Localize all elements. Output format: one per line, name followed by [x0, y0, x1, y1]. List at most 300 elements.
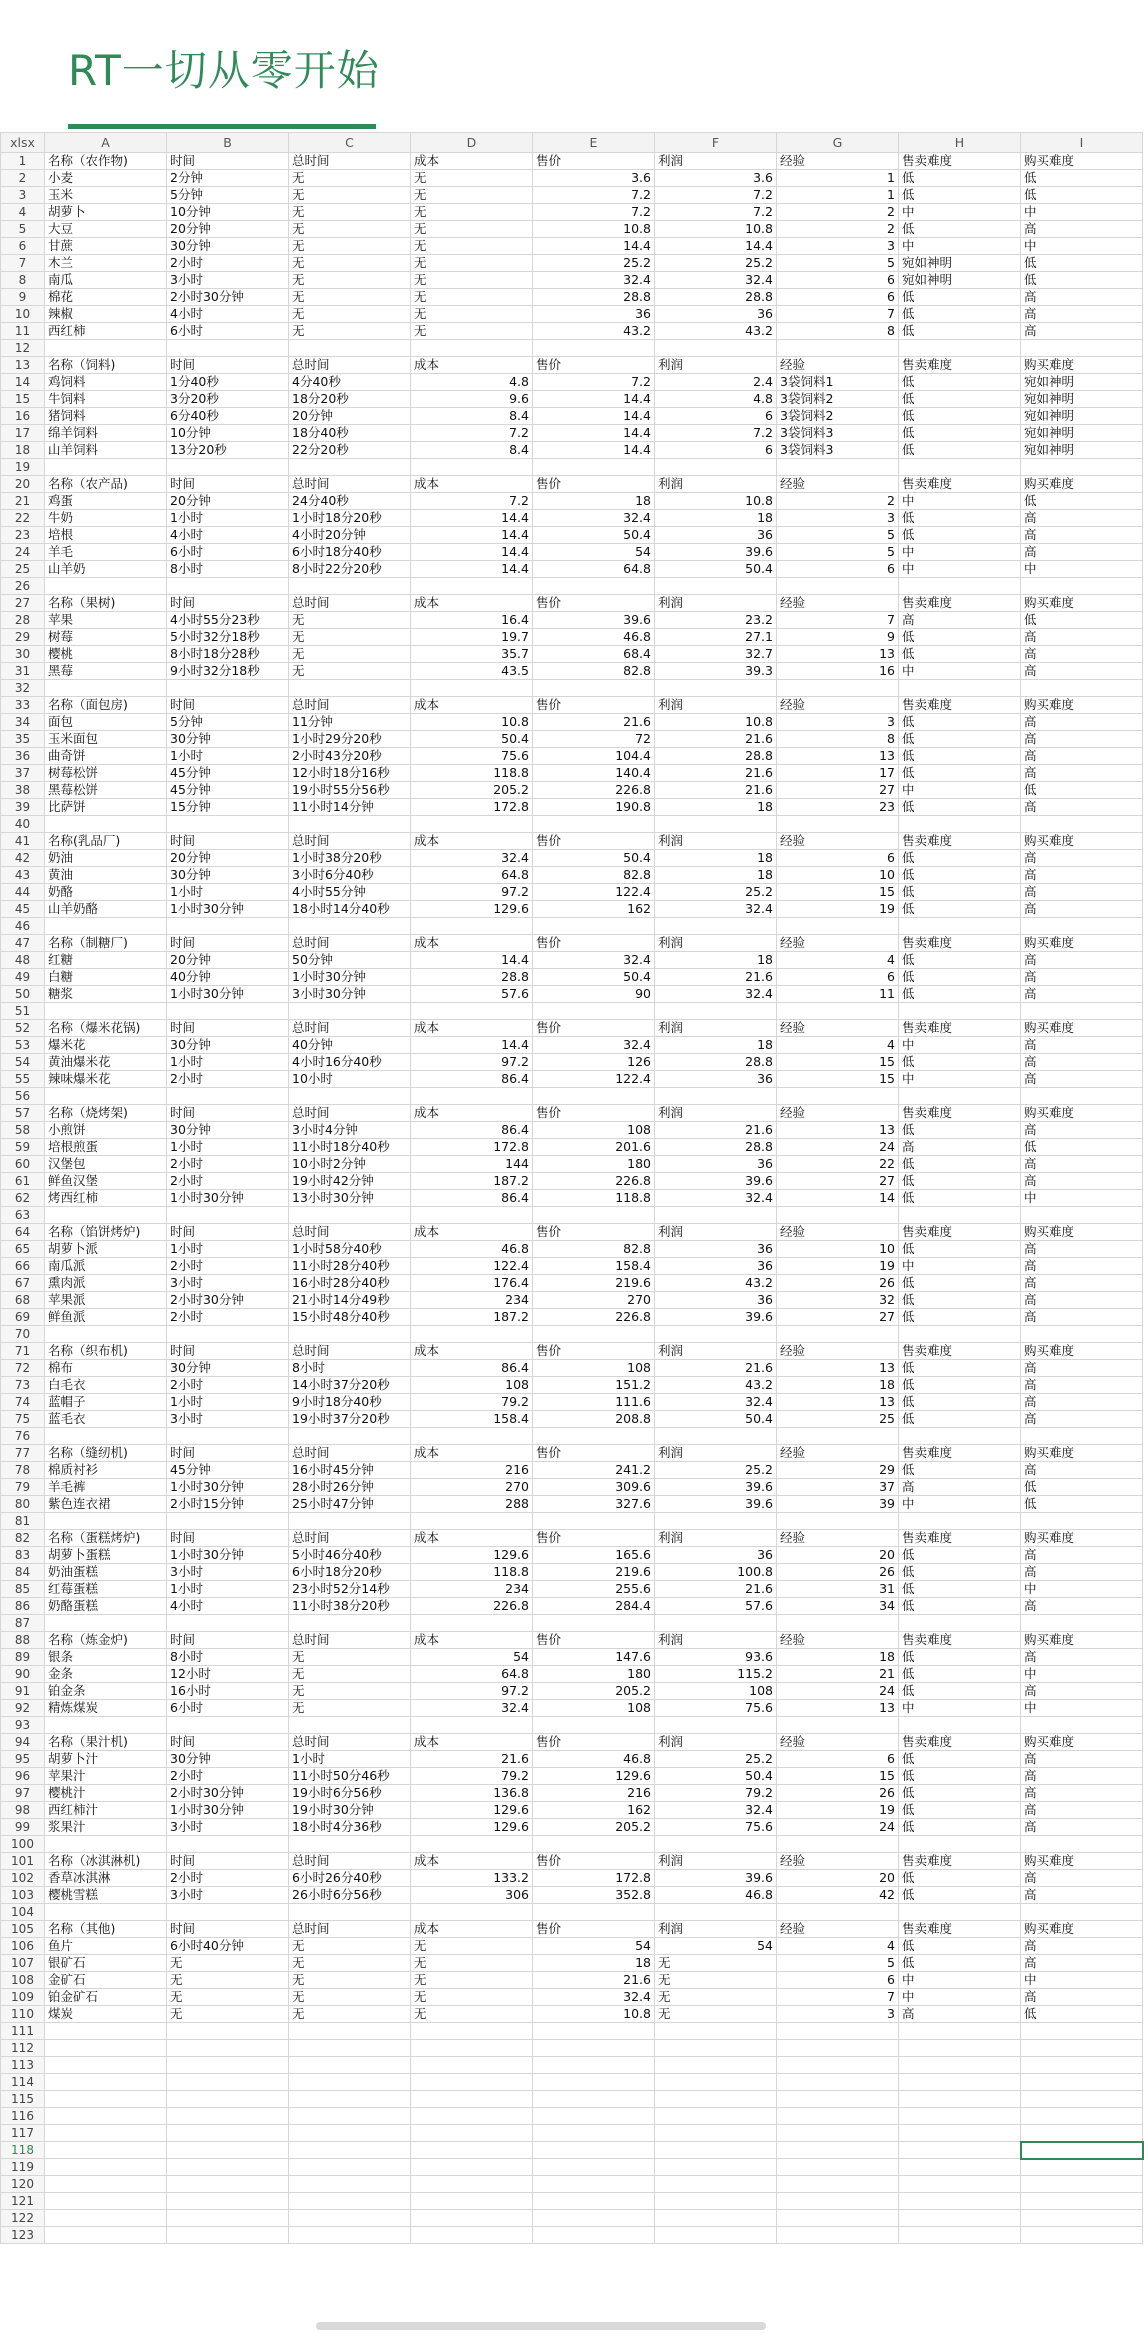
cell[interactable]: 14.4	[533, 408, 655, 425]
cell[interactable]: 时间	[167, 833, 289, 850]
cell[interactable]: 时间	[167, 697, 289, 714]
cell[interactable]	[533, 1428, 655, 1445]
cell[interactable]: 4.8	[655, 391, 777, 408]
cell[interactable]	[167, 2040, 289, 2057]
cell[interactable]: 21.6	[655, 1581, 777, 1598]
cell[interactable]: 无	[411, 306, 533, 323]
row-number[interactable]: 41	[1, 833, 45, 850]
cell[interactable]	[167, 1513, 289, 1530]
cell[interactable]: 经验	[777, 935, 899, 952]
row-number[interactable]: 65	[1, 1241, 45, 1258]
cell[interactable]: 79.2	[411, 1768, 533, 1785]
cell[interactable]: 97.2	[411, 1683, 533, 1700]
row-number[interactable]: 19	[1, 459, 45, 476]
row-number[interactable]: 31	[1, 663, 45, 680]
cell[interactable]	[1021, 2023, 1143, 2040]
cell[interactable]	[289, 2159, 411, 2176]
cell[interactable]: 低	[899, 1564, 1021, 1581]
cell[interactable]: 6小时26分40秒	[289, 1870, 411, 1887]
cell[interactable]: 29	[777, 1462, 899, 1479]
cell[interactable]: 时间	[167, 595, 289, 612]
cell[interactable]	[777, 2210, 899, 2227]
cell[interactable]: 20	[777, 1547, 899, 1564]
cell[interactable]	[45, 680, 167, 697]
row-number[interactable]: 113	[1, 2057, 45, 2074]
cell[interactable]: 37	[777, 1479, 899, 1496]
row-number[interactable]: 86	[1, 1598, 45, 1615]
cell[interactable]: 高	[1021, 1037, 1143, 1054]
cell[interactable]	[777, 459, 899, 476]
cell[interactable]: 10.8	[411, 714, 533, 731]
cell[interactable]: 无	[411, 204, 533, 221]
row-number[interactable]: 4	[1, 204, 45, 221]
cell[interactable]	[411, 1326, 533, 1343]
row-number[interactable]: 116	[1, 2108, 45, 2125]
cell[interactable]: 8小时22分20秒	[289, 561, 411, 578]
cell[interactable]	[655, 459, 777, 476]
cell[interactable]: 低	[1021, 493, 1143, 510]
cell[interactable]: 10.8	[533, 221, 655, 238]
cell[interactable]	[655, 2193, 777, 2210]
cell[interactable]: 64.8	[533, 561, 655, 578]
cell[interactable]: 时间	[167, 1020, 289, 1037]
cell[interactable]	[777, 2074, 899, 2091]
cell[interactable]	[289, 2040, 411, 2057]
cell[interactable]: 39.6	[655, 1309, 777, 1326]
cell[interactable]: 39.6	[655, 1479, 777, 1496]
cell[interactable]	[45, 2023, 167, 2040]
row-number[interactable]: 111	[1, 2023, 45, 2040]
cell[interactable]	[289, 459, 411, 476]
row-number[interactable]: 109	[1, 1989, 45, 2006]
row-number[interactable]: 2	[1, 170, 45, 187]
cell[interactable]: 时间	[167, 1105, 289, 1122]
cell[interactable]	[289, 1717, 411, 1734]
cell[interactable]: 172.8	[411, 799, 533, 816]
cell[interactable]: 低	[899, 527, 1021, 544]
cell[interactable]	[899, 578, 1021, 595]
cell[interactable]: 18	[533, 493, 655, 510]
cell[interactable]: 3小时	[167, 1275, 289, 1292]
cell[interactable]: 高	[1021, 1649, 1143, 1666]
cell[interactable]: 50分钟	[289, 952, 411, 969]
cell[interactable]: 75.6	[411, 748, 533, 765]
row-number[interactable]: 81	[1, 1513, 45, 1530]
cell[interactable]: 36	[655, 306, 777, 323]
cell[interactable]: 成本	[411, 1530, 533, 1547]
cell[interactable]	[777, 2091, 899, 2108]
cell[interactable]: 售卖难度	[899, 833, 1021, 850]
cell[interactable]: 3小时	[167, 1411, 289, 1428]
cell[interactable]: 50.4	[655, 561, 777, 578]
cell[interactable]: 名称(乳品厂)	[45, 833, 167, 850]
cell[interactable]	[899, 918, 1021, 935]
cell[interactable]: 中	[899, 1700, 1021, 1717]
cell[interactable]: 2	[777, 204, 899, 221]
cell[interactable]	[777, 1836, 899, 1853]
cell[interactable]	[777, 2159, 899, 2176]
cell[interactable]: 255.6	[533, 1581, 655, 1598]
corner-cell[interactable]: xlsx	[1, 133, 45, 153]
cell[interactable]: 售价	[533, 1224, 655, 1241]
cell[interactable]	[45, 578, 167, 595]
cell[interactable]: 4小时20分钟	[289, 527, 411, 544]
cell[interactable]: 低	[899, 1241, 1021, 1258]
cell[interactable]	[899, 2108, 1021, 2125]
cell[interactable]: 低	[899, 850, 1021, 867]
cell[interactable]: 7	[777, 612, 899, 629]
cell[interactable]: 4小时16分40秒	[289, 1054, 411, 1071]
cell[interactable]: 时间	[167, 1530, 289, 1547]
cell[interactable]	[777, 680, 899, 697]
cell[interactable]: 奶油蛋糕	[45, 1564, 167, 1581]
cell[interactable]: 总时间	[289, 833, 411, 850]
cell[interactable]: 22分20秒	[289, 442, 411, 459]
cell[interactable]: 6小时	[167, 544, 289, 561]
cell[interactable]: 7.2	[655, 204, 777, 221]
cell[interactable]: 6	[777, 561, 899, 578]
cell[interactable]: 32.4	[655, 1190, 777, 1207]
cell[interactable]: 108	[655, 1683, 777, 1700]
cell[interactable]: 11小时50分46秒	[289, 1768, 411, 1785]
cell[interactable]	[167, 1088, 289, 1105]
cell[interactable]	[411, 2074, 533, 2091]
cell[interactable]: 白毛衣	[45, 1377, 167, 1394]
cell[interactable]	[289, 2210, 411, 2227]
row-number[interactable]: 34	[1, 714, 45, 731]
cell[interactable]: 18	[655, 799, 777, 816]
cell[interactable]: 低	[899, 1411, 1021, 1428]
cell[interactable]: 成本	[411, 476, 533, 493]
cell[interactable]: 50.4	[655, 1411, 777, 1428]
cell[interactable]: 79.2	[411, 1394, 533, 1411]
cell[interactable]: 187.2	[411, 1173, 533, 1190]
cell[interactable]: 绵羊饲料	[45, 425, 167, 442]
cell[interactable]	[411, 1003, 533, 1020]
cell[interactable]: 售价	[533, 1853, 655, 1870]
cell[interactable]	[1021, 578, 1143, 595]
cell[interactable]: 27.1	[655, 629, 777, 646]
cell[interactable]: 25.2	[655, 255, 777, 272]
row-number[interactable]: 22	[1, 510, 45, 527]
row-number[interactable]: 79	[1, 1479, 45, 1496]
cell[interactable]: 低	[899, 799, 1021, 816]
cell[interactable]	[411, 2142, 533, 2159]
cell[interactable]	[777, 2125, 899, 2142]
cell[interactable]: 低	[899, 1938, 1021, 1955]
cell[interactable]: 无	[289, 272, 411, 289]
cell[interactable]	[167, 2108, 289, 2125]
cell[interactable]: 21.6	[655, 1122, 777, 1139]
cell[interactable]: 高	[1021, 306, 1143, 323]
cell[interactable]	[1021, 2210, 1143, 2227]
cell[interactable]: 234	[411, 1581, 533, 1598]
cell[interactable]	[777, 1717, 899, 1734]
cell[interactable]: 82.8	[533, 867, 655, 884]
cell[interactable]: 利润	[655, 1343, 777, 1360]
cell[interactable]: 时间	[167, 476, 289, 493]
cell[interactable]: 50.4	[533, 527, 655, 544]
cell[interactable]: 190.8	[533, 799, 655, 816]
cell[interactable]: 20分钟	[167, 493, 289, 510]
cell[interactable]: 成本	[411, 1020, 533, 1037]
cell[interactable]: 118.8	[411, 765, 533, 782]
cell[interactable]: 2小时	[167, 1258, 289, 1275]
cell[interactable]	[45, 340, 167, 357]
cell[interactable]	[655, 2040, 777, 2057]
cell[interactable]: 利润	[655, 595, 777, 612]
cell[interactable]: 39.6	[655, 1173, 777, 1190]
cell[interactable]: 11小时18分40秒	[289, 1139, 411, 1156]
cell[interactable]	[899, 2057, 1021, 2074]
spreadsheet[interactable]	[0, 132, 1084, 2340]
cell[interactable]: 高	[1021, 1683, 1143, 1700]
cell[interactable]: 鸡饲料	[45, 374, 167, 391]
cell[interactable]: 21小时14分49秒	[289, 1292, 411, 1309]
cell[interactable]: 高	[1021, 289, 1143, 306]
cell[interactable]: 购买难度	[1021, 476, 1143, 493]
cell[interactable]	[289, 1615, 411, 1632]
cell[interactable]	[777, 1513, 899, 1530]
cell[interactable]: 无	[411, 255, 533, 272]
row-number[interactable]: 53	[1, 1037, 45, 1054]
cell[interactable]: 93.6	[655, 1649, 777, 1666]
cell[interactable]: 低	[1021, 782, 1143, 799]
cell[interactable]: 低	[899, 1683, 1021, 1700]
cell[interactable]	[1021, 918, 1143, 935]
cell[interactable]	[533, 2210, 655, 2227]
cell[interactable]: 28.8	[533, 289, 655, 306]
cell[interactable]	[167, 2193, 289, 2210]
cell[interactable]	[655, 2142, 777, 2159]
cell[interactable]: 高	[1021, 1802, 1143, 1819]
cell[interactable]: 3小时30分钟	[289, 986, 411, 1003]
cell[interactable]: 利润	[655, 1224, 777, 1241]
cell[interactable]: 宛如神明	[899, 255, 1021, 272]
cell[interactable]: 7.2	[533, 187, 655, 204]
cell[interactable]: 高	[1021, 714, 1143, 731]
cell[interactable]: 54	[533, 544, 655, 561]
cell[interactable]: 16小时	[167, 1683, 289, 1700]
cell[interactable]: 中	[1021, 238, 1143, 255]
cell[interactable]: 118.8	[533, 1190, 655, 1207]
cell[interactable]	[899, 2193, 1021, 2210]
cell[interactable]: 时间	[167, 1224, 289, 1241]
column-header[interactable]: D	[411, 133, 533, 153]
cell[interactable]	[899, 2142, 1021, 2159]
row-number[interactable]: 83	[1, 1547, 45, 1564]
cell[interactable]: 低	[899, 170, 1021, 187]
cell[interactable]: 山羊饲料	[45, 442, 167, 459]
cell[interactable]: 中	[1021, 1972, 1143, 1989]
row-number[interactable]: 27	[1, 595, 45, 612]
cell[interactable]: 40分钟	[167, 969, 289, 986]
cell[interactable]: 低	[1021, 1139, 1143, 1156]
cell[interactable]: 25小时47分钟	[289, 1496, 411, 1513]
cell[interactable]: 13	[777, 1122, 899, 1139]
cell[interactable]: 3小时	[167, 1819, 289, 1836]
row-number[interactable]: 91	[1, 1683, 45, 1700]
cell[interactable]: 6小时	[167, 1700, 289, 1717]
cell[interactable]	[411, 459, 533, 476]
cell[interactable]: 时间	[167, 1853, 289, 1870]
row-number[interactable]: 64	[1, 1224, 45, 1241]
cell[interactable]: 高	[1021, 1071, 1143, 1088]
cell[interactable]: 30分钟	[167, 1360, 289, 1377]
cell[interactable]: 中	[899, 544, 1021, 561]
cell[interactable]: 成本	[411, 833, 533, 850]
cell[interactable]	[289, 816, 411, 833]
cell[interactable]: 名称（农产品)	[45, 476, 167, 493]
row-number[interactable]: 110	[1, 2006, 45, 2023]
cell[interactable]: 无	[167, 1955, 289, 1972]
cell[interactable]: 经验	[777, 697, 899, 714]
cell[interactable]: 2小时30分钟	[167, 1292, 289, 1309]
cell[interactable]: 售卖难度	[899, 1921, 1021, 1938]
cell[interactable]: 银条	[45, 1649, 167, 1666]
cell[interactable]: 金条	[45, 1666, 167, 1683]
cell[interactable]: 购买难度	[1021, 1632, 1143, 1649]
cell[interactable]	[777, 2108, 899, 2125]
cell[interactable]	[533, 2040, 655, 2057]
cell[interactable]	[289, 340, 411, 357]
cell[interactable]: 36	[655, 527, 777, 544]
row-number[interactable]: 20	[1, 476, 45, 493]
row-number[interactable]: 100	[1, 1836, 45, 1853]
cell[interactable]: 名称（面包房)	[45, 697, 167, 714]
cell[interactable]	[411, 578, 533, 595]
cell[interactable]: 无	[289, 1700, 411, 1717]
cell[interactable]: 57.6	[411, 986, 533, 1003]
cell[interactable]: 名称（馅饼烤炉)	[45, 1224, 167, 1241]
cell[interactable]: 14.4	[655, 238, 777, 255]
cell[interactable]: 苹果派	[45, 1292, 167, 1309]
cell[interactable]: 无	[289, 170, 411, 187]
row-number[interactable]: 90	[1, 1666, 45, 1683]
cell[interactable]: 购买难度	[1021, 1224, 1143, 1241]
cell[interactable]: 40分钟	[289, 1037, 411, 1054]
cell[interactable]: 中	[899, 1071, 1021, 1088]
cell[interactable]: 270	[533, 1292, 655, 1309]
cell[interactable]: 时间	[167, 1445, 289, 1462]
cell[interactable]: 低	[1021, 187, 1143, 204]
cell[interactable]	[655, 1207, 777, 1224]
row-number[interactable]: 72	[1, 1360, 45, 1377]
cell[interactable]	[411, 2193, 533, 2210]
cell[interactable]	[45, 2091, 167, 2108]
cell[interactable]: 熏肉派	[45, 1275, 167, 1292]
cell[interactable]: 名称（蛋糕烤炉)	[45, 1530, 167, 1547]
row-number[interactable]: 78	[1, 1462, 45, 1479]
cell[interactable]: 经验	[777, 153, 899, 170]
cell[interactable]	[45, 1904, 167, 1921]
cell[interactable]: 胡萝卜蛋糕	[45, 1547, 167, 1564]
row-number[interactable]: 18	[1, 442, 45, 459]
cell[interactable]: 27	[777, 1309, 899, 1326]
cell[interactable]: 西红柿	[45, 323, 167, 340]
cell[interactable]: 14.4	[533, 238, 655, 255]
row-number[interactable]: 35	[1, 731, 45, 748]
cell[interactable]: 2小时	[167, 1173, 289, 1190]
row-number[interactable]: 123	[1, 2227, 45, 2244]
cell[interactable]: 32.4	[533, 510, 655, 527]
cell[interactable]	[167, 2125, 289, 2142]
cell[interactable]: 270	[411, 1479, 533, 1496]
cell[interactable]: 97.2	[411, 884, 533, 901]
cell[interactable]: 名称（果汁机)	[45, 1734, 167, 1751]
cell[interactable]: 山羊奶酪	[45, 901, 167, 918]
cell[interactable]	[533, 340, 655, 357]
cell[interactable]: 7.2	[655, 425, 777, 442]
row-number[interactable]: 108	[1, 1972, 45, 1989]
cell[interactable]: 43.5	[411, 663, 533, 680]
row-number[interactable]: 117	[1, 2125, 45, 2142]
cell[interactable]: 名称（织布机)	[45, 1343, 167, 1360]
row-number[interactable]: 103	[1, 1887, 45, 1904]
cell[interactable]: 46.8	[533, 629, 655, 646]
cell[interactable]	[411, 1717, 533, 1734]
row-number[interactable]: 73	[1, 1377, 45, 1394]
row-number[interactable]: 62	[1, 1190, 45, 1207]
cell[interactable]	[899, 1513, 1021, 1530]
cell[interactable]: 17	[777, 765, 899, 782]
cell[interactable]: 234	[411, 1292, 533, 1309]
cell[interactable]: 4分40秒	[289, 374, 411, 391]
row-number[interactable]: 99	[1, 1819, 45, 1836]
cell[interactable]: 129.6	[411, 1819, 533, 1836]
cell[interactable]	[1021, 2074, 1143, 2091]
cell[interactable]: 无	[289, 1666, 411, 1683]
cell[interactable]: 售卖难度	[899, 935, 1021, 952]
cell[interactable]: 22	[777, 1156, 899, 1173]
cell[interactable]: 购买难度	[1021, 357, 1143, 374]
cell[interactable]: 樱桃汁	[45, 1785, 167, 1802]
cell[interactable]: 1小时29分20秒	[289, 731, 411, 748]
cell[interactable]: 20分钟	[167, 850, 289, 867]
cell[interactable]: 2	[777, 221, 899, 238]
cell[interactable]	[45, 2159, 167, 2176]
cell[interactable]: 11小时28分40秒	[289, 1258, 411, 1275]
cell[interactable]: 黑莓	[45, 663, 167, 680]
cell[interactable]: 利润	[655, 1921, 777, 1938]
cell[interactable]: 30分钟	[167, 731, 289, 748]
cell[interactable]: 蓝帽子	[45, 1394, 167, 1411]
row-number[interactable]: 7	[1, 255, 45, 272]
cell[interactable]: 97.2	[411, 1054, 533, 1071]
cell[interactable]: 10	[777, 867, 899, 884]
cell[interactable]: 利润	[655, 1530, 777, 1547]
cell[interactable]: 122.4	[533, 1071, 655, 1088]
cell[interactable]: 32.4	[533, 1989, 655, 2006]
cell[interactable]: 无	[289, 306, 411, 323]
cell[interactable]: 购买难度	[1021, 1734, 1143, 1751]
cell[interactable]: 高	[1021, 731, 1143, 748]
cell[interactable]: 高	[1021, 1598, 1143, 1615]
cell[interactable]: 46.8	[411, 1241, 533, 1258]
cell[interactable]: 经验	[777, 1632, 899, 1649]
cell[interactable]: 1小时30分钟	[167, 1802, 289, 1819]
cell[interactable]: 39.6	[655, 1870, 777, 1887]
cell[interactable]: 54	[533, 1938, 655, 1955]
cell[interactable]: 高	[1021, 765, 1143, 782]
cell[interactable]: 39.6	[655, 1496, 777, 1513]
cell[interactable]: 中	[1021, 204, 1143, 221]
cell[interactable]	[655, 1904, 777, 1921]
cell[interactable]: 无	[289, 323, 411, 340]
cell[interactable]	[655, 680, 777, 697]
cell[interactable]: 中	[899, 1989, 1021, 2006]
cell[interactable]: 中	[1021, 1190, 1143, 1207]
